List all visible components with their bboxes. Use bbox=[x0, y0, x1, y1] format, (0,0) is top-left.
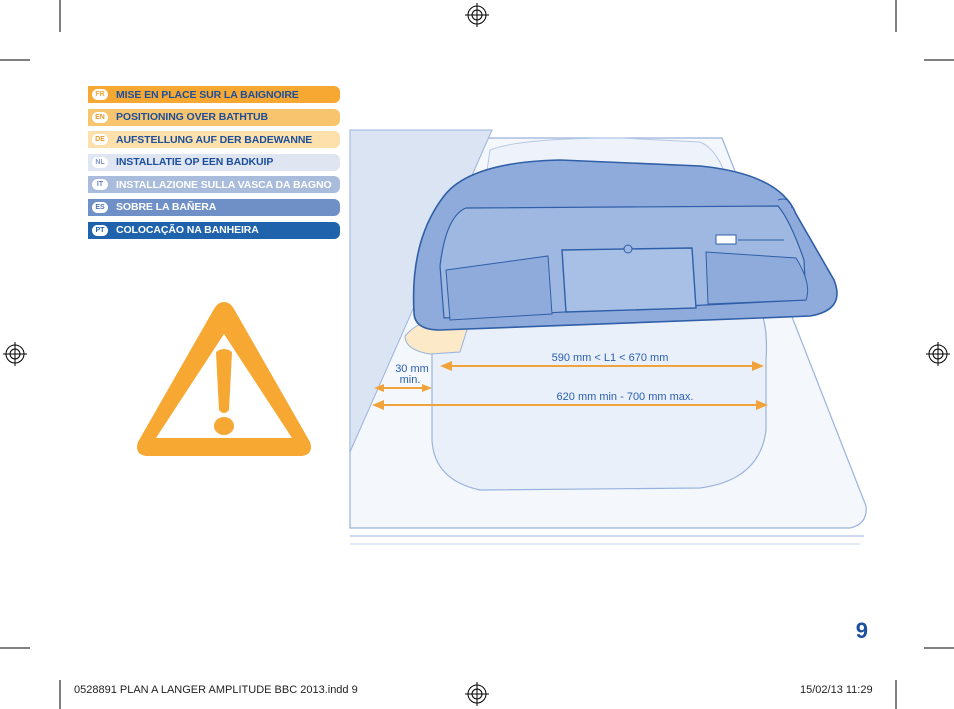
registration-mark-top bbox=[465, 3, 489, 27]
language-row-pt bbox=[88, 222, 340, 239]
language-row-de bbox=[88, 131, 340, 148]
language-code-es: ES bbox=[92, 202, 108, 213]
dimension-outer-label: 620 mm min - 700 mm max. bbox=[556, 391, 694, 403]
language-code-nl: NL bbox=[92, 157, 108, 168]
language-code-it: IT bbox=[92, 179, 108, 190]
language-code-de: DE bbox=[92, 134, 108, 145]
dimension-inner-label: 590 mm < L1 < 670 mm bbox=[551, 352, 669, 364]
language-heading-list bbox=[88, 86, 340, 244]
language-code-pt: PT bbox=[92, 225, 108, 236]
language-code-en: EN bbox=[92, 112, 108, 123]
language-title-it: INSTALLAZIONE SULLA VASCA DA BAGNO bbox=[116, 178, 332, 191]
language-title-en: POSITIONING OVER BATHTUB bbox=[116, 111, 268, 124]
language-row-es bbox=[88, 199, 340, 216]
language-row-fr bbox=[88, 86, 340, 103]
registration-mark-left bbox=[3, 342, 27, 366]
page-number: 9 bbox=[855, 618, 868, 643]
footer-file-name: 0528891 PLAN A LANGER AMPLITUDE BBC 2013.indd 9 bbox=[74, 684, 358, 696]
language-row-nl bbox=[88, 154, 340, 171]
warning-triangle-icon bbox=[132, 296, 316, 462]
dimension-gap-label-line2: min. bbox=[399, 374, 421, 386]
footer-date: 15/02/13 11:29 bbox=[800, 684, 873, 696]
language-code-fr: FR bbox=[92, 89, 108, 100]
language-title-pt: COLOCAÇÃO NA BANHEIRA bbox=[116, 224, 259, 237]
language-title-nl: INSTALLATIE OP EEN BADKUIP bbox=[116, 156, 274, 169]
bathtub-illustration bbox=[340, 120, 880, 560]
language-title-fr: MISE EN PLACE SUR LA BAIGNOIRE bbox=[116, 88, 299, 101]
language-title-de: AUFSTELLUNG AUF DER BADEWANNE bbox=[116, 133, 313, 146]
language-title-es: SOBRE LA BAÑERA bbox=[116, 201, 217, 214]
dimension-gap-label-line1: 30 mm bbox=[395, 363, 429, 375]
language-row-it bbox=[88, 176, 340, 193]
language-row-en bbox=[88, 109, 340, 126]
registration-mark-right bbox=[926, 342, 950, 366]
registration-mark-bottom bbox=[465, 682, 489, 706]
